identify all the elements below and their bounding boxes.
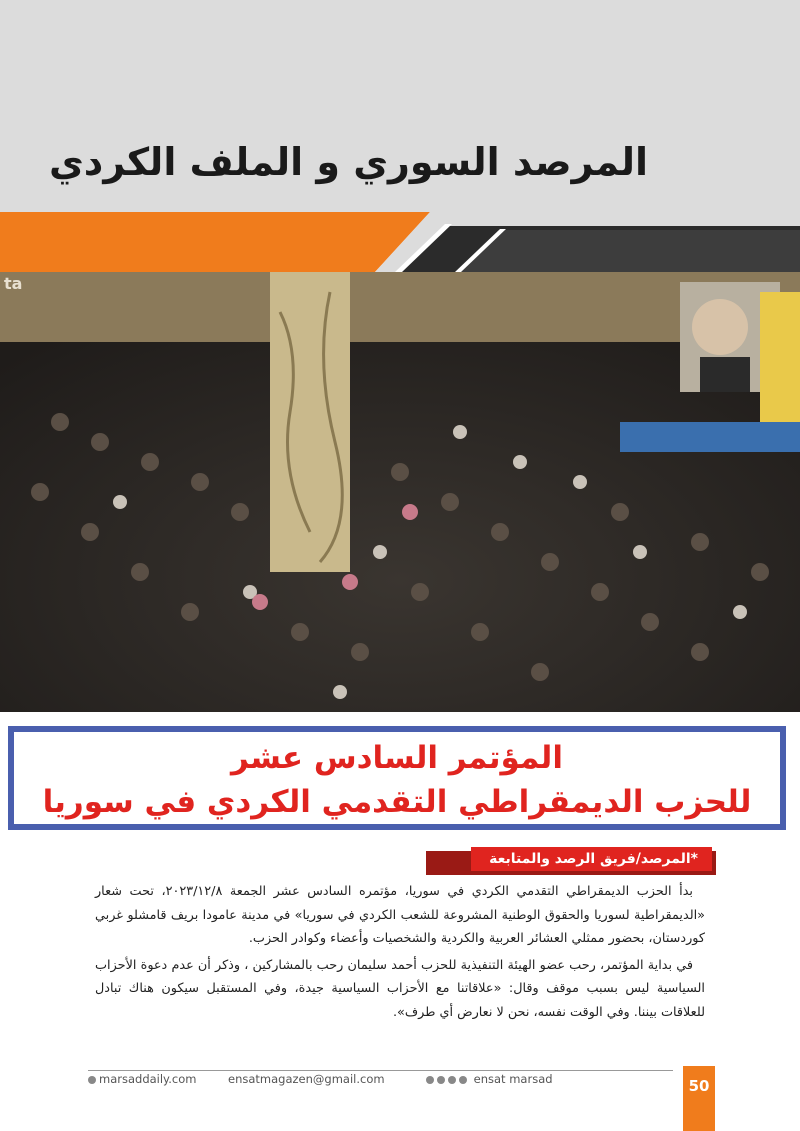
footer-social-text: ensat marsad [473,1072,553,1086]
headline-line-2: للحزب الديمقراطي التقدمي الكردي في سوريا [42,784,752,820]
page-number: 50 [683,1066,715,1131]
article-body [95,880,705,1027]
decorative-stripe [0,212,800,272]
headline-line-1: المؤتمر السادس عشر [231,740,563,776]
footer [88,1072,673,1090]
footer-website-text: marsaddaily.com [99,1072,197,1086]
twitter-icon [437,1076,445,1084]
article-paragraph: في بداية المؤتمر، رحب عضو الهيئة التنفيذية للحزب أحمد سليمان رحب بالمشاركين ، وذكر أن عدم دعوة الأحزاب السياسية ليس بسبب موقف وقال: «علاقاتنا مع الأحزاب السياسية جيدة، وفي المستقبل سيكون هناك تبادل للعلاقات بيننا. وفي الوقت نفسه، نحن لا نعارض أي طرف». [95,957,705,1020]
globe-icon [88,1076,96,1084]
footer-social[interactable] [426,1072,553,1086]
instagram-icon [448,1076,456,1084]
youtube-icon [459,1076,467,1084]
section-title: المرصد السوري و الملف الكردي [48,140,648,184]
footer-website[interactable] [88,1072,196,1086]
photo-corner-label: ta [4,274,23,293]
headline-box [8,726,786,830]
byline: *المرصد/فريق الرصد والمتابعة [471,847,712,871]
footer-email[interactable]: ensatmagazen@gmail.com [228,1072,385,1086]
article-paragraph: بدأ الحزب الديمقراطي التقدمي الكردي في سوريا، مؤتمره السادس عشر الجمعة ٢٠٢٣/١٢/٨، تحت شعار «الديمقراطية لسوريا والحقوق الوطنية المشروعة للشعب الكردي في سوريا» في مدينة عامودا بريف قامشلو غربي كوردستان، بحضور ممثلي العشائر العربية والكردية والشخصيات وأعضاء وكوادر الحزب. [95,884,705,946]
header-band [0,0,800,212]
facebook-icon [426,1076,434,1084]
conference-photo [0,272,800,712]
footer-divider [88,1070,673,1071]
